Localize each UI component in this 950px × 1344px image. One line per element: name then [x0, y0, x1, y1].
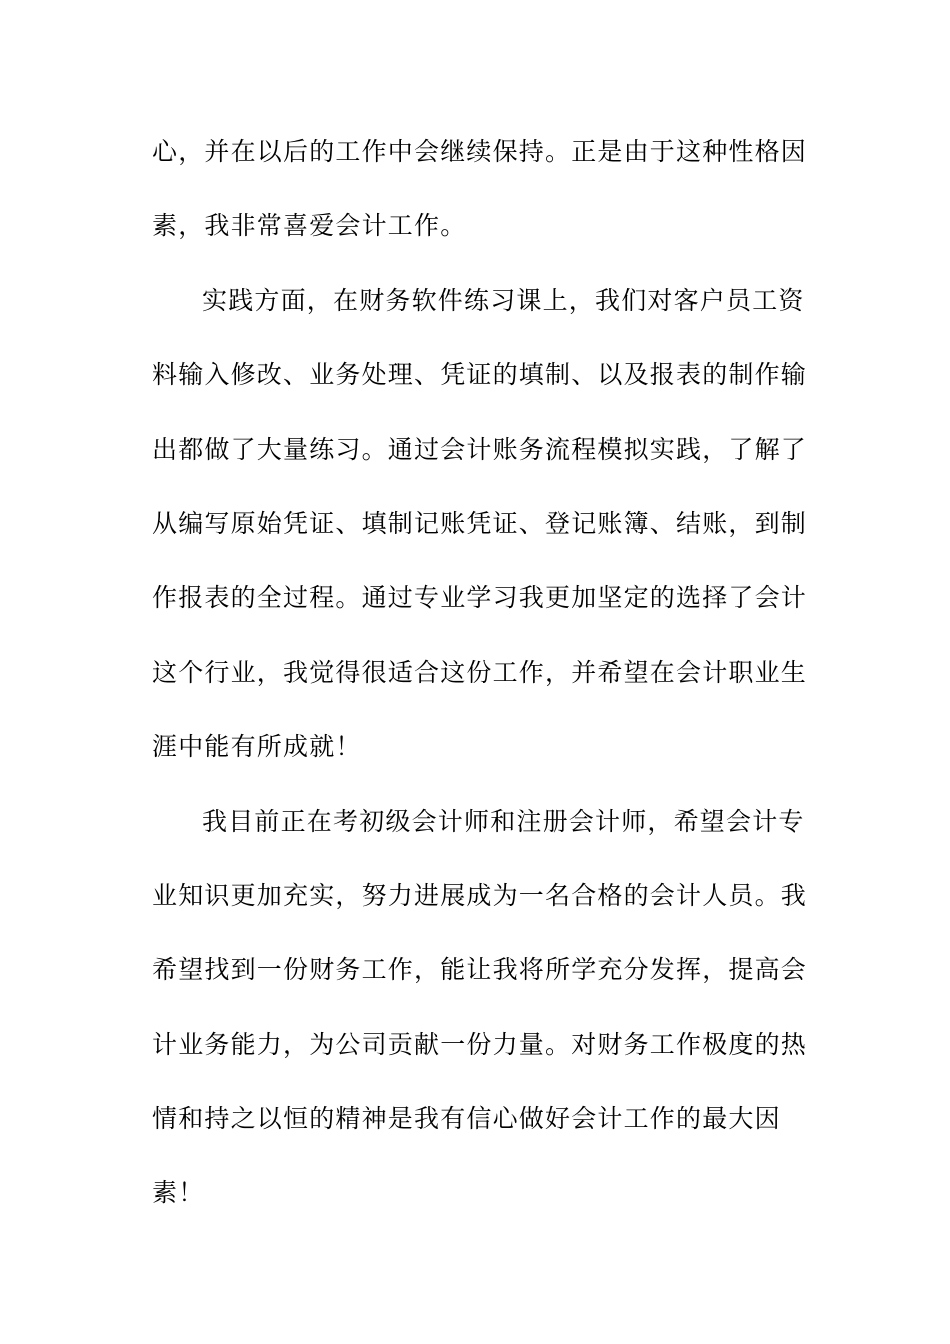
- paragraph-2-line-2: 料输入修改、业务处理、凭证的填制、以及报表的制作输: [152, 360, 808, 390]
- paragraph-1-line-2: 素，我非常喜爱会计工作。: [152, 211, 467, 241]
- paragraph-3-line-6: 素！: [152, 1178, 205, 1208]
- paragraph-3-line-2: 业知识更加充实，努力进展成为一名合格的会计人员。我: [152, 880, 808, 910]
- paragraph-3-line-4: 计业务能力，为公司贡献一份力量。对财务工作极度的热: [152, 1029, 808, 1059]
- paragraph-2-line-5: 作报表的全过程。通过专业学习我更加坚定的选择了会计: [152, 583, 808, 613]
- paragraph-2-line-6: 这个行业，我觉得很适合这份工作，并希望在会计职业生: [152, 657, 808, 687]
- paragraph-2-line-1: 实践方面，在财务软件练习课上，我们对客户员工资: [202, 285, 805, 315]
- paragraph-2-line-3: 出都做了大量练习。通过会计账务流程模拟实践，了解了: [152, 434, 808, 464]
- paragraph-3-line-5: 情和持之以恒的精神是我有信心做好会计工作的最大因: [152, 1104, 781, 1134]
- paragraph-2-line-4: 从编写原始凭证、填制记账凭证、登记账簿、结账，到制: [152, 508, 808, 538]
- paragraph-3-line-1: 我目前正在考初级会计师和注册会计师，希望会计专: [202, 806, 805, 836]
- paragraph-3-line-3: 希望找到一份财务工作，能让我将所学充分发挥，提高会: [152, 955, 808, 985]
- paragraph-1-line-1: 心，并在以后的工作中会继续保持。正是由于这种性格因: [152, 137, 808, 166]
- paragraph-2-line-7: 涯中能有所成就！: [152, 732, 362, 762]
- document-body: [152, 126, 808, 1242]
